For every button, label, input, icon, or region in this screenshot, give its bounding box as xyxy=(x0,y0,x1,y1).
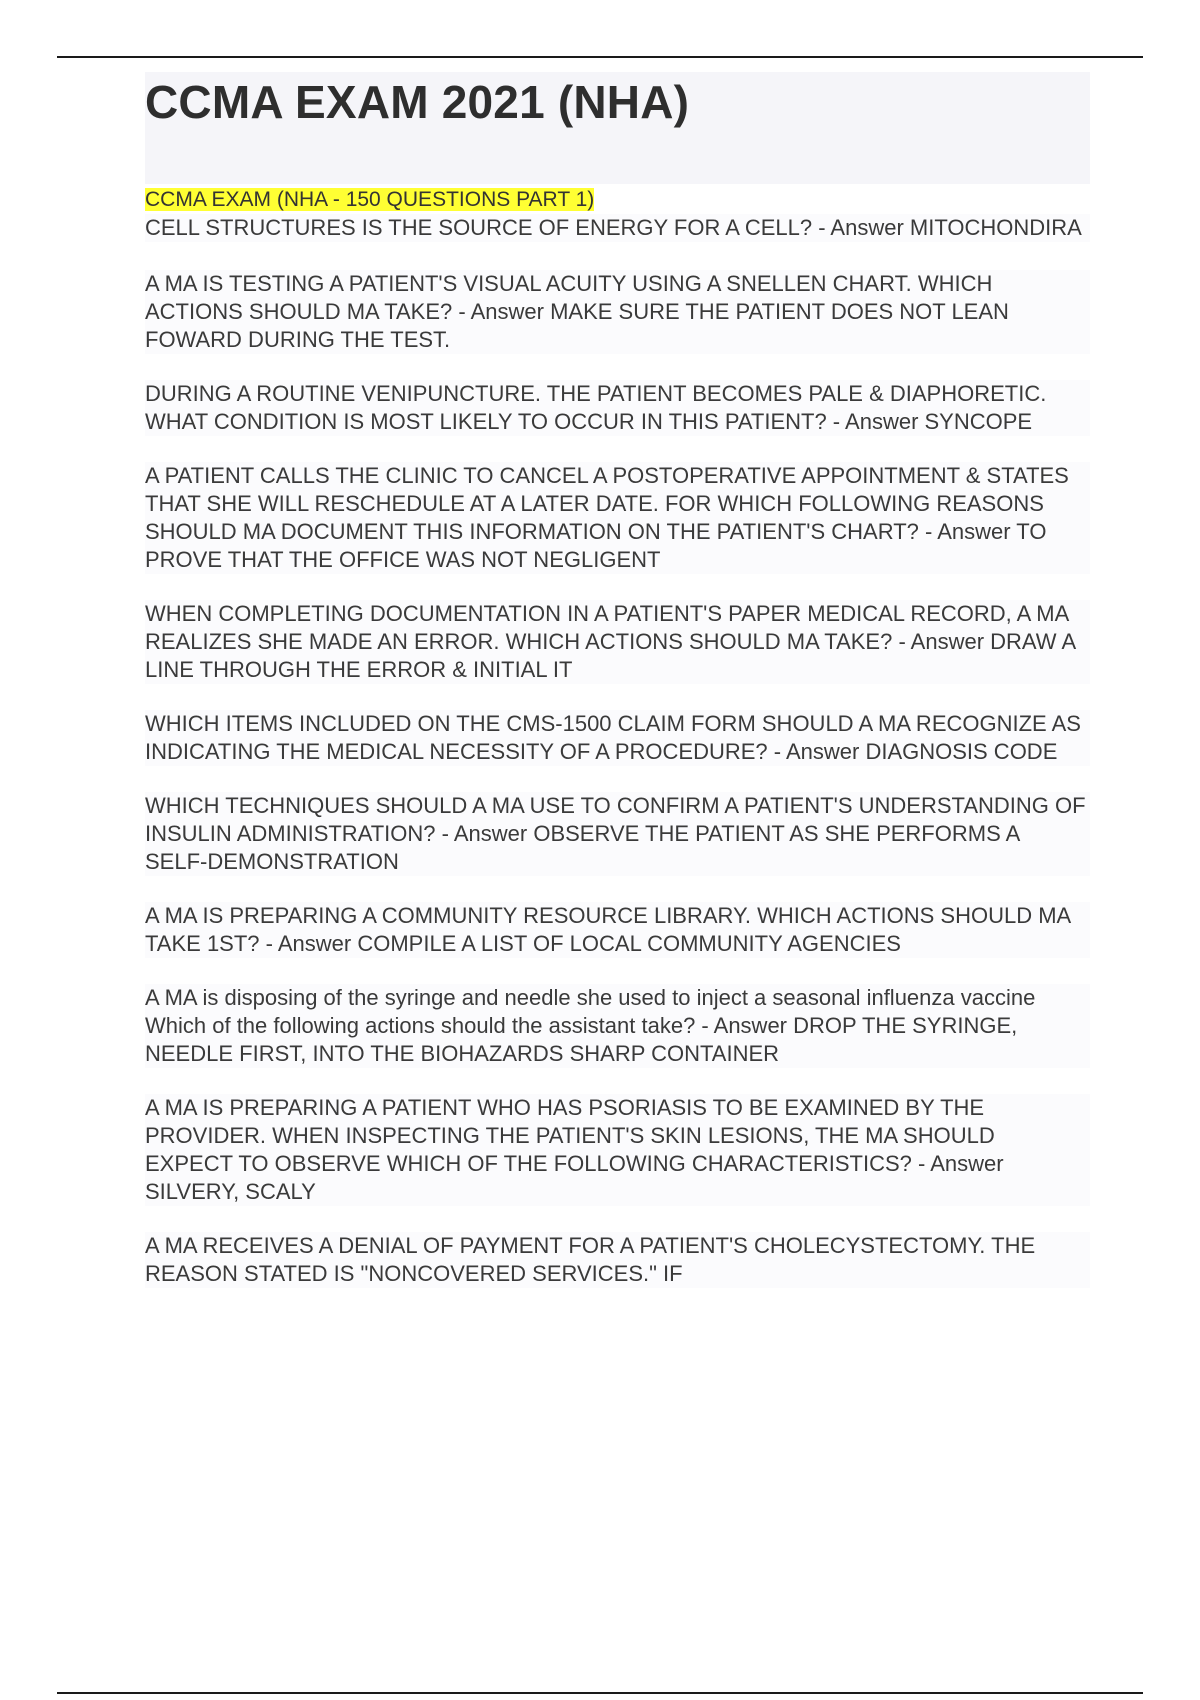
qa-item: A MA IS TESTING A PATIENT'S VISUAL ACUITY USING A SNELLEN CHART. WHICH ACTIONS SHOULD MA TAKE? - Answer MAKE SURE THE PATIENT DOES NOT LEAN FOWARD DURING THE TEST. xyxy=(145,270,1090,354)
qa-item: A MA RECEIVES A DENIAL OF PAYMENT FOR A PATIENT'S CHOLECYSTECTOMY. THE REASON STATED IS "NONCOVERED SERVICES." IF xyxy=(145,1232,1090,1288)
title-block xyxy=(145,72,1090,184)
qa-item: A MA is disposing of the syringe and needle she used to inject a seasonal influenza vaccine Which of the following actions should the assistant take? - Answer DROP THE SYRINGE, NEEDLE FIRST, INTO THE BIOHAZARDS SHARP CONTAINER xyxy=(145,984,1090,1068)
qa-item: A PATIENT CALLS THE CLINIC TO CANCEL A POSTOPERATIVE APPOINTMENT & STATES THAT SHE WILL RESCHEDULE AT A LATER DATE. FOR WHICH FOLLOWING REASONS SHOULD MA DOCUMENT THIS INFORMATION ON THE PATIENT'S CHART? - Answer TO PROVE THAT THE OFFICE WAS NOT NEGLIGENT xyxy=(145,462,1090,574)
qa-item: WHICH TECHNIQUES SHOULD A MA USE TO CONFIRM A PATIENT'S UNDERSTANDING OF INSULIN ADMINISTRATION? - Answer OBSERVE THE PATIENT AS SHE PERFORMS A SELF-DEMONSTRATION xyxy=(145,792,1090,876)
page-title: CCMA EXAM 2021 (NHA) xyxy=(145,76,690,128)
qa-item: A MA IS PREPARING A COMMUNITY RESOURCE LIBRARY. WHICH ACTIONS SHOULD MA TAKE 1ST? - Answer COMPILE A LIST OF LOCAL COMMUNITY AGENCIES xyxy=(145,902,1090,958)
qa-item: WHEN COMPLETING DOCUMENTATION IN A PATIENT'S PAPER MEDICAL RECORD, A MA REALIZES SHE MADE AN ERROR. WHICH ACTIONS SHOULD MA TAKE? - Answer DRAW A LINE THROUGH THE ERROR & INITIAL IT xyxy=(145,600,1090,684)
qa-item: A MA IS PREPARING A PATIENT WHO HAS PSORIASIS TO BE EXAMINED BY THE PROVIDER. WHEN INSPECTING THE PATIENT'S SKIN LESIONS, THE MA SHOULD EXPECT TO OBSERVE WHICH OF THE FOLLOWING CHARACTERISTICS? - Answer SILVERY, SCALY xyxy=(145,1094,1090,1206)
top-rule xyxy=(57,56,1143,58)
document-body xyxy=(145,72,1090,1315)
section-label-line xyxy=(145,186,1090,214)
qa-item: CELL STRUCTURES IS THE SOURCE OF ENERGY FOR A CELL? - Answer MITOCHONDIRA xyxy=(145,214,1090,242)
qa-item: WHICH ITEMS INCLUDED ON THE CMS-1500 CLAIM FORM SHOULD A MA RECOGNIZE AS INDICATING THE MEDICAL NECESSITY OF A PROCEDURE? - Answer DIAGNOSIS CODE xyxy=(145,710,1090,766)
section-label: CCMA EXAM (NHA - 150 QUESTIONS PART 1) xyxy=(145,188,595,211)
qa-item: DURING A ROUTINE VENIPUNCTURE. THE PATIENT BECOMES PALE & DIAPHORETIC. WHAT CONDITION IS MOST LIKELY TO OCCUR IN THIS PATIENT? - Answer SYNCOPE xyxy=(145,380,1090,436)
bottom-rule xyxy=(57,1692,1143,1694)
